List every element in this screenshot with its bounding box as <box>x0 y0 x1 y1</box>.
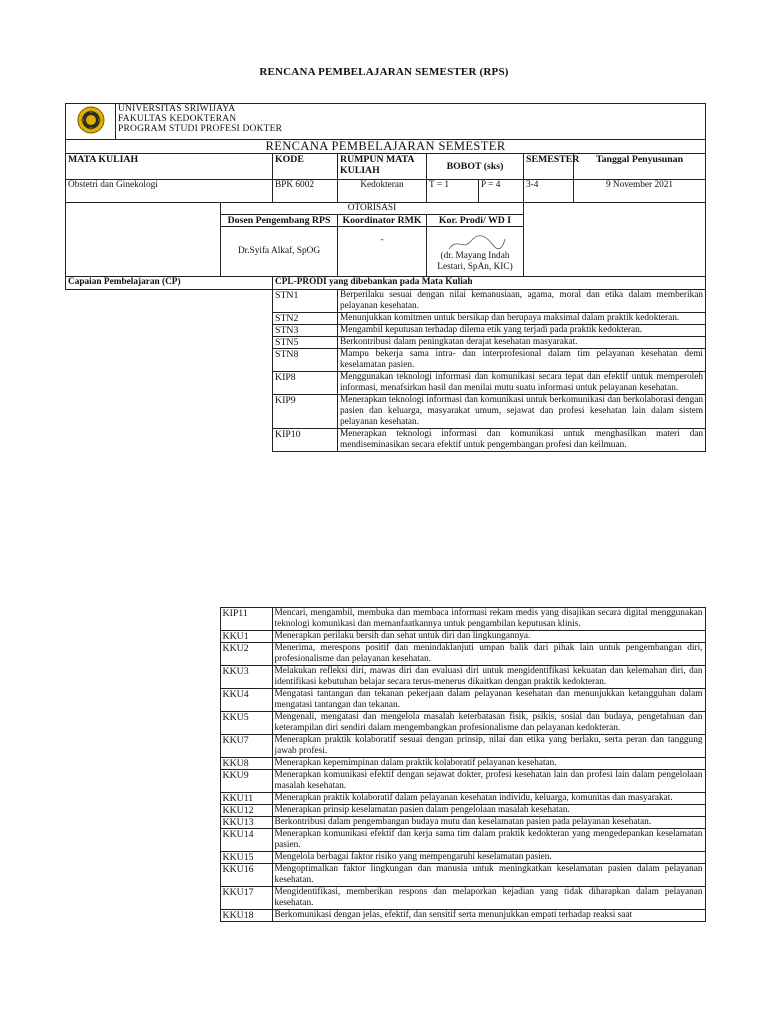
outcome-row-blank <box>65 805 220 817</box>
outcome-row <box>65 666 705 689</box>
outcome-row-blank <box>66 372 273 395</box>
outcome-row-blank <box>65 631 220 643</box>
outcome-text: Menggunakan teknologi informasi dan komunikasi secara tepat dan efektif untuk memperoleh informasi, menafsirkan hasil dan menilai mutu suatu informasi untuk pelayanan kesehatan. <box>338 372 706 395</box>
outcome-row <box>66 349 706 372</box>
outcome-row <box>66 337 706 349</box>
university-logo <box>77 106 105 134</box>
outcome-row <box>65 689 705 712</box>
outcome-row-blank <box>65 758 220 770</box>
cp-label: Capaian Pembelajaran (CP) <box>66 277 273 290</box>
outcome-text: Menerapkan praktik kolaboratif dalam pelayanan kesehatan individu, keluarga, komunitas dan masyarakat. <box>272 793 705 805</box>
outcome-code: STN1 <box>273 290 338 313</box>
outcome-text: Menerapkan perilaku bersih dan sehat untuk diri dan lingkungannya. <box>272 631 705 643</box>
outcome-row-blank <box>65 793 220 805</box>
outcome-row-blank <box>66 349 273 372</box>
outcome-text: Mengambil keputusan terhadap dilema etik yang terjadi pada praktik kedokteran. <box>338 325 706 337</box>
outcome-row-blank <box>65 643 220 666</box>
institution-line-university: UNIVERSITAS SRIWIJAYA <box>118 104 236 114</box>
outcome-code: KKU5 <box>220 712 272 735</box>
outcome-text: Menunjukkan komitmen untuk bersikap dan berupaya maksimal dalam praktik kedokteran. <box>338 313 706 325</box>
course-code: BPK 6002 <box>273 180 338 203</box>
outcome-row-blank <box>65 852 220 864</box>
outcome-row-blank <box>65 608 220 631</box>
institution-line-faculty: FAKULTAS KEDOKTERAN <box>118 114 237 124</box>
form-title: RENCANA PEMBELAJARAN SEMESTER <box>66 140 706 154</box>
outcome-code: STN5 <box>273 337 338 349</box>
outcome-row-blank <box>65 689 220 712</box>
outcome-row <box>65 608 705 631</box>
outcome-text: Menerapkan teknologi informasi dan komunikasi untuk berkomunikasi dan berkolaborasi dengan pasien dan keluarga, masyarakat umum, sejawat dan profesi kesehatan lain dalam sistem pelayanan kesehatan. <box>338 395 706 429</box>
outcome-code: KKU16 <box>220 864 272 887</box>
outcome-row-blank <box>65 735 220 758</box>
outcome-row-blank <box>65 770 220 793</box>
auth-developer-name: Dr.Syifa Alkaf, SpOG <box>221 227 338 277</box>
course-practice-credits: P = 4 <box>479 180 524 203</box>
outcome-code: KKU15 <box>220 852 272 864</box>
outcome-code: KKU11 <box>220 793 272 805</box>
outcome-code: KKU17 <box>220 887 272 910</box>
outcome-text: Melakukan refleksi diri, mawas diri dan evaluasi diri untuk mengidentifikasi kekuatan dan kelemahan diri, dan identifikasi kebutuhan belajar secara terus-menerus dikaitkan dengan praktik kedokteran. <box>272 666 705 689</box>
outcome-code: KKU7 <box>220 735 272 758</box>
outcome-row <box>65 758 705 770</box>
auth-coordinator-name: - <box>338 227 427 277</box>
header-tanggal: Tanggal Penyusunan <box>574 154 706 180</box>
outcome-row <box>65 631 705 643</box>
outcome-row-blank <box>65 829 220 852</box>
header-semester: SEMESTER <box>524 154 574 180</box>
outcome-row-blank <box>66 325 273 337</box>
outcome-row <box>65 770 705 793</box>
auth-header-coordinator: Koordinator RMK <box>338 215 427 227</box>
blank-cell <box>524 203 706 277</box>
course-theory-credits: T = 1 <box>427 180 479 203</box>
outcome-row <box>66 290 706 313</box>
outcome-code: KKU9 <box>220 770 272 793</box>
outcome-row-blank <box>66 290 273 313</box>
outcome-row-blank <box>66 313 273 325</box>
outcome-row <box>65 864 705 887</box>
outcome-text: Berkontribusi dalam peningkatan derajat kesehatan masyarakat. <box>338 337 706 349</box>
document-title: RENCANA PEMBELAJARAN SEMESTER (RPS) <box>259 66 509 78</box>
outcome-text: Menerapkan praktik kolaboratif sesuai dengan prinsip, nilai dan etika yang berlaku, serta peran dan tanggung jawab profesi. <box>272 735 705 758</box>
outcome-text: Mengidentifikasi, memberikan respons dan melaporkan kejadian yang tidak diharapkan dalam pelayanan kesehatan. <box>272 887 705 910</box>
outcome-row <box>65 735 705 758</box>
outcome-rows-page2 <box>65 608 705 922</box>
outcome-row-blank <box>65 712 220 735</box>
outcome-text: Menerapkan komunikasi efektif dan kerja sama tim dalam praktik kedokteran yang mengedepankan keselamatan pasien. <box>272 829 705 852</box>
outcome-row-blank <box>65 864 220 887</box>
course-group: Kedokteran <box>338 180 427 203</box>
outcome-row <box>65 910 705 922</box>
header-kode: KODE <box>273 154 338 180</box>
outcome-text: Mengelola berbagai faktor risiko yang mempengaruhi keselamatan pasien. <box>272 852 705 864</box>
logo-cell <box>66 104 116 140</box>
outcome-row-blank <box>66 429 273 452</box>
course-name: Obstetri dan Ginekologi <box>66 180 273 203</box>
outcome-row <box>65 817 705 829</box>
outcome-code: STN3 <box>273 325 338 337</box>
outcome-row <box>66 372 706 395</box>
spacer-cell <box>66 227 221 277</box>
outcome-code: KIP8 <box>273 372 338 395</box>
signature-mark <box>447 235 507 253</box>
outcome-text: Berkomunikasi dengan jelas, efektif, dan sensitif serta menunjukkan empati terhadap reaksi saat <box>272 910 705 922</box>
outcome-row <box>65 829 705 852</box>
auth-prodi-name: (dr. Mayang Indah Lestari, SpAn, KIC) <box>437 251 513 272</box>
outcome-text: Berperilaku sesuai dengan nilai kemanusiaan, agama, moral dan etika dalam memberikan pelayanan kesehatan. <box>338 290 706 313</box>
outcome-row-blank <box>66 337 273 349</box>
outcome-row-blank <box>65 910 220 922</box>
spacer-cell <box>66 215 221 227</box>
outcome-text: Mencari, mengambil, membuka dan membaca informasi rekam medis yang disajikan secara digital menggunakan teknologi komunikasi dan memanfaatkannya untuk pengambilan keputusan klinis. <box>272 608 705 631</box>
outcome-code: KKU8 <box>220 758 272 770</box>
outcome-row <box>65 805 705 817</box>
cpl-subheader: CPL-PRODI yang dibebankan pada Mata Kuliah <box>273 277 706 290</box>
institution-cell <box>116 104 706 140</box>
outcome-row <box>66 395 706 429</box>
header-bobot: BOBOT (sks) <box>427 154 524 180</box>
outcome-code: KKU2 <box>220 643 272 666</box>
outcome-text: Mampu bekerja sama intra- dan interprofesional dalam tim pelayanan kesehatan demi keselamatan pasien. <box>338 349 706 372</box>
auth-header-developer: Dosen Pengembang RPS <box>221 215 338 227</box>
outcome-rows-page1 <box>66 290 706 452</box>
outcome-code: STN2 <box>273 313 338 325</box>
outcome-text: Menerapkan prinsip keselamatan pasien dalam pengelolaan masalah kesehatan. <box>272 805 705 817</box>
outcome-text: Mengoptimalkan faktor lingkungan dan manusia untuk meningkatkan keselamatan pasien dalam pelayanan kesehatan. <box>272 864 705 887</box>
header-rumpun: RUMPUN MATA KULIAH <box>338 154 427 180</box>
outcome-text: Menerapkan kepemimpinan dalam praktik kolaboratif pelayanan kesehatan. <box>272 758 705 770</box>
outcome-code: KKU1 <box>220 631 272 643</box>
authorization-label: OTORISASI <box>221 203 524 215</box>
outcome-row <box>65 852 705 864</box>
outcome-code: KIP9 <box>273 395 338 429</box>
outcome-code: KKU4 <box>220 689 272 712</box>
auth-prodi-cell <box>427 227 524 277</box>
outcome-text: Mengatasi tantangan dan tekanan pekerjaan dalam pelayanan kesehatan dan menunjukkan ketangguhan dalam mengatasi tantangan dan tekanan. <box>272 689 705 712</box>
outcome-code: KIP11 <box>220 608 272 631</box>
course-date: 9 November 2021 <box>574 180 706 203</box>
outcome-code: KKU18 <box>220 910 272 922</box>
outcome-text: Menerapkan komunikasi efektif dengan sejawat dokter, profesi kesehatan lain dan profesi lain dalam pengelolaan masalah kesehatan. <box>272 770 705 793</box>
outcome-code: STN8 <box>273 349 338 372</box>
course-semester: 3-4 <box>524 180 574 203</box>
outcome-row <box>66 325 706 337</box>
outcome-row <box>65 887 705 910</box>
outcome-text: Menerapkan teknologi informasi dan komunikasi untuk menghasilkan materi dan mendiseminasikan secara efektif untuk pengembangan profesi dan keilmuan. <box>338 429 706 452</box>
auth-header-prodi: Kor. Prodi/ WD I <box>427 215 524 227</box>
header-mata-kuliah: MATA KULIAH <box>66 154 273 180</box>
outcome-row <box>65 643 705 666</box>
outcome-code: KKU12 <box>220 805 272 817</box>
outcome-code: KKU3 <box>220 666 272 689</box>
outcome-text: Mengenali, mengatasi dan mengelola masalah keterbatasan fisik, psikis, sosial dan budaya, pengetahuan dan keterampilan diri sendiri dalam mengembangkan profesionalisme dan pelayanan kedokteran. <box>272 712 705 735</box>
outcome-code: KKU13 <box>220 817 272 829</box>
outcome-row <box>66 429 706 452</box>
outcome-row-blank <box>65 817 220 829</box>
outcome-text: Berkontribusi dalam pengembangan budaya mutu dan keselamatan pasien pada pelayanan kesehatan. <box>272 817 705 829</box>
outcome-row <box>66 313 706 325</box>
outcome-row-blank <box>65 887 220 910</box>
outcome-code: KKU14 <box>220 829 272 852</box>
rps-header-table <box>65 103 706 452</box>
outcome-text: Menerima, merespons positif dan menindaklanjuti umpan balik dari pihak lain untuk pengembangan diri, profesionalisme dan pelayanan kesehatan. <box>272 643 705 666</box>
outcome-row-blank <box>66 395 273 429</box>
outcome-code: KIP10 <box>273 429 338 452</box>
institution-line-program: PROGRAM STUDI PROFESI DOKTER <box>118 124 283 134</box>
outcome-table-continued <box>65 607 706 922</box>
spacer-cell <box>66 203 221 215</box>
outcome-row-blank <box>65 666 220 689</box>
outcome-row <box>65 793 705 805</box>
outcome-row <box>65 712 705 735</box>
